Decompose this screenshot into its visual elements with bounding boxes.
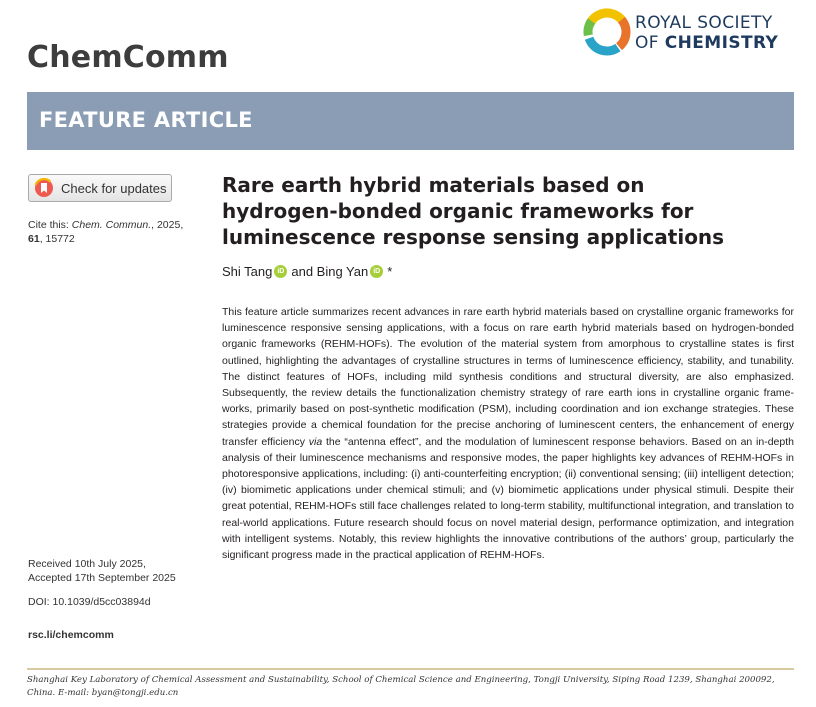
publisher-line2: OF CHEMISTRY (635, 33, 779, 53)
author-name[interactable]: and Bing Yan (291, 264, 369, 279)
check-for-updates-button[interactable] (28, 174, 172, 202)
orcid-icon[interactable]: iD (274, 265, 287, 278)
accepted-date: Accepted 17th September 2025 (28, 572, 176, 584)
bookmark-icon (34, 178, 54, 198)
publisher-line1: ROYAL SOCIETY (635, 13, 773, 33)
article-type-label: FEATURE ARTICLE (39, 108, 253, 132)
doi[interactable]: DOI: 10.1039/d5cc03894d (28, 596, 151, 608)
rsc-logo[interactable] (580, 2, 800, 60)
corresponding-mark: * (387, 264, 393, 279)
journal-name: ChemComm (27, 40, 229, 75)
affiliation-footnote: Shanghai Key Laboratory of Chemical Assessment and Sustainability, School of Chemical Science and Engineering, Tongji University, Siping Road 1239, Shanghai 200092, China. E-mail: byan@tongji.edu.cn (27, 675, 775, 698)
article-title: Rare earth hybrid materials based on hydrogen-bonded organic frameworks for luminescence response sensing applications (222, 173, 725, 249)
footer-divider (27, 668, 794, 670)
rsc-logo-icon (580, 2, 634, 60)
check-for-updates-label: Check for updates (61, 180, 167, 196)
citation: Cite this: Chem. Commun., 2025, 61, 15772 (28, 219, 184, 245)
journal-link[interactable]: rsc.li/chemcomm (28, 629, 114, 641)
abstract: This feature article summarizes recent advances in rare earth hybrid materials based on crystalline organic frameworks for luminescence responsive sensing applications, with a focus on rare earth hybrid materials based on hydrogen-bonded organic frameworks (REHM-HOFs). The evolution of the material system from amorphous to crystalline states is first outlined, highlighting the advantages of crystalline structures in terms of luminescence efficiency, stability, and tunability. The distinct features of HOFs, including mild synthesis conditions and structural diversity, are also emphasized. Subsequently, the review details the functionalization chemistry strategy of rare earth ions in crystalline organic frame-works, primarily based on post-synthetic modification (PSM), including coordination and ion exchange strategies. These strategies provide a chemical foundation for the precise anchoring of luminescent centers, the enhancement of energy transfer efficiency via the “antenna effect”, and the modulation of luminescent response behaviors. Based on an in-depth analysis of their luminescence mechanisms and responsive modes, the paper highlights key advances of REHM-HOFs in photoresponsive applications, including: (i) anti-counterfeiting encryption; (ii) conventional sensing; (iii) intelligent detection; (iv) biomimetic applications under chemical stimuli; and (v) biomimetic applications under physical stimuli. Despite their great potential, REHM-HOFs still face challenges related to long-term stability, multifunctional integration, and translation to real-world applications. Future research should focus on novel material design, performance optimization, and integration with intelligent systems. Notably, this review highlights the innovative contributions of the authors’ group, particularly the significant progress made in the practical application of REHM-HOFs. (222, 306, 794, 562)
received-date: Received 10th July 2025, (28, 558, 146, 570)
orcid-icon[interactable]: iD (370, 265, 383, 278)
author-name[interactable]: Shi Tang (222, 264, 273, 279)
article-type-banner (27, 92, 794, 150)
author-list (222, 264, 392, 279)
